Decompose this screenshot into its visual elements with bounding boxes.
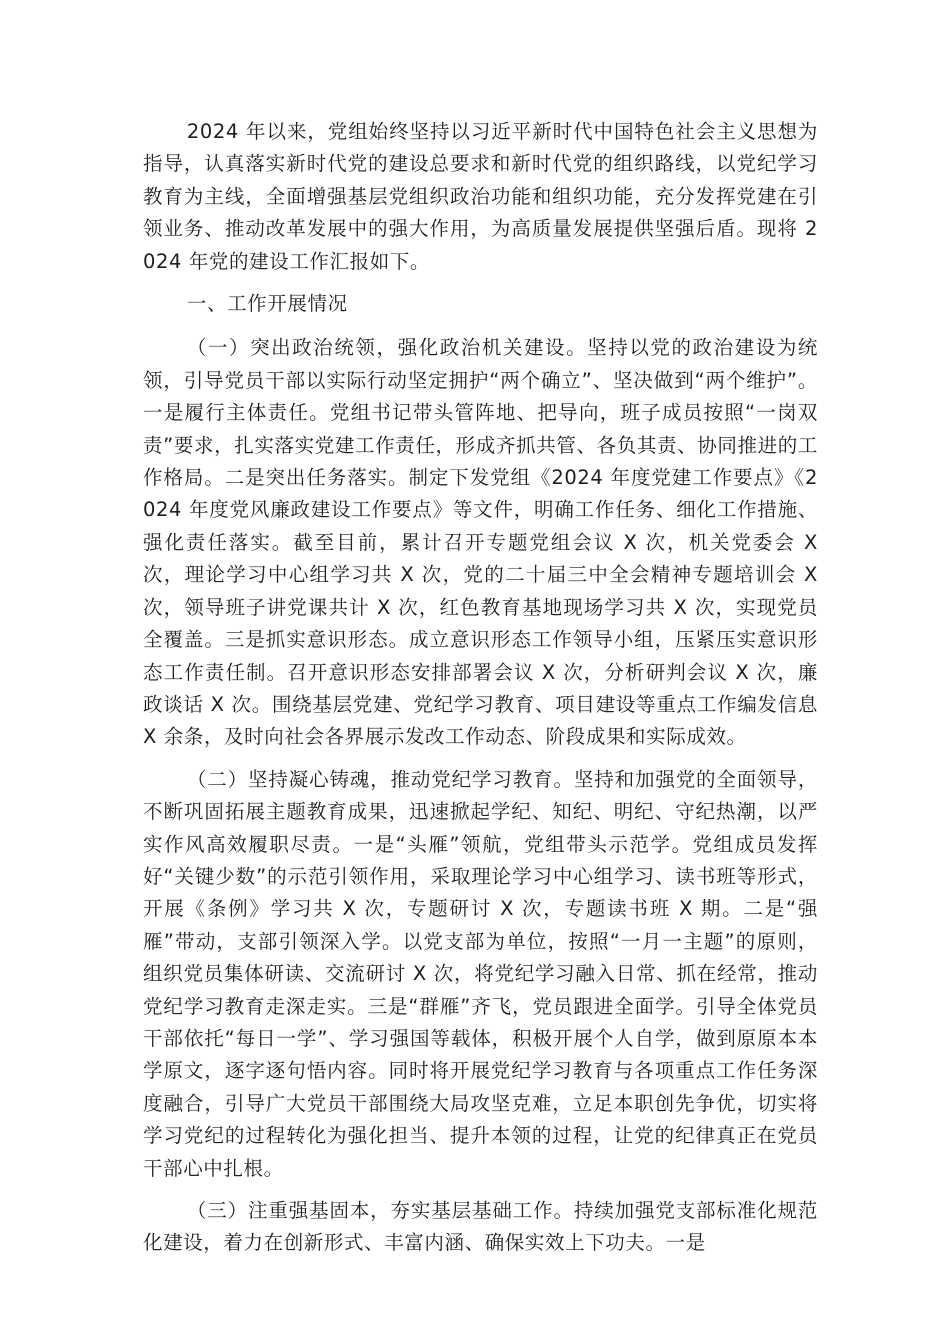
paragraph-political-leadership: （一）突出政治统领，强化政治机关建设。坚持以党的政治建设为统领，引导党员干部以实际行动坚定拥护“两个确立”、坚决做到“两个维护”。一是履行主体责任。党组书记带头管阵地、把导向，班子成员按照“一岗双责”要求，扎实落实党建工作责任，形成齐抓共管、各负其责、协同推进的工作格局。二是突出任务落实。制定下发党组《2024 年度党建工作要点》《2024 年度党风廉政建设工作要点》等文件，明确工作任务、细化工作措施、强化责任落实。截至目前，累计召开专题党组会议 X 次，机关党委会 X 次，理论学习中心组学习共 X 次，党的二十届三中全会精神专题培训会 X 次，领导班子讲党课共计 X 次，红色教育基地现场学习共 X 次，实现党员全覆盖。三是抓实意识形态。成立意识形态工作领导小组，压紧压实意识形态工作责任制。召开意识形态安排部署会议 X 次，分析研判会议 X 次，廉政谈话 X 次。围绕基层党建、党纪学习教育、项目建设等重点工作编发信息 X 余条，及时向社会各界展示发改工作动态、阶段成果和实际成效。 <box>143 336 818 749</box>
paragraph-grassroots-work: （三）注重强基固本，夯实基层基础工作。持续加强党支部标准化规范化建设，着力在创新形式、丰富内涵、确保实效上下功夫。一是 <box>143 1199 818 1255</box>
section-heading-work-progress: 一、工作开展情况 <box>186 292 348 316</box>
paragraph-discipline-education: （二）坚持凝心铸魂，推动党纪学习教育。坚持和加强党的全面领导，不断巩固拓展主题教育成果，迅速掀起学纪、知纪、明纪、守纪热潮，以严实作风高效履职尽责。一是“头雁”领航，党组带头示范学。党组成员发挥好“关键少数”的示范引领作用，采取理论学习中心组学习、读书班等形式，开展《条例》学习共 X 次，专题研讨 X 次，专题读书班 X 期。二是“强雁”带动，支部引领深入学。以党支部为单位，按照“一月一主题”的原则，组织党员集体研读、交流研讨 X 次，将党纪学习融入日常、抓在经常，推动党纪学习教育走深走实。三是“群雁”齐飞，党员跟进全面学。引导全体党员干部依托“每日一学”、学习强国等载体，积极开展个人自学，做到原原本本学原文，逐字逐句悟内容。同时将开展党纪学习教育与各项重点工作任务深度融合，引导广大党员干部围绕大局攻坚克难，立足本职创先争优，切实将学习党纪的过程转化为强化担当、提升本领的过程，让党的纪律真正在党员干部心中扎根。 <box>143 767 818 1180</box>
intro-paragraph: 2024 年以来，党组始终坚持以习近平新时代中国特色社会主义思想为指导，认真落实新时代党的建设总要求和新时代党的组织路线，以党纪学习教育为主线，全面增强基层党组织政治功能和组织功能，充分发挥党建在引领业务、推动改革发展中的强大作用，为高质量发展提供坚强后盾。现将 2024 年党的建设工作汇报如下。 <box>143 120 818 273</box>
